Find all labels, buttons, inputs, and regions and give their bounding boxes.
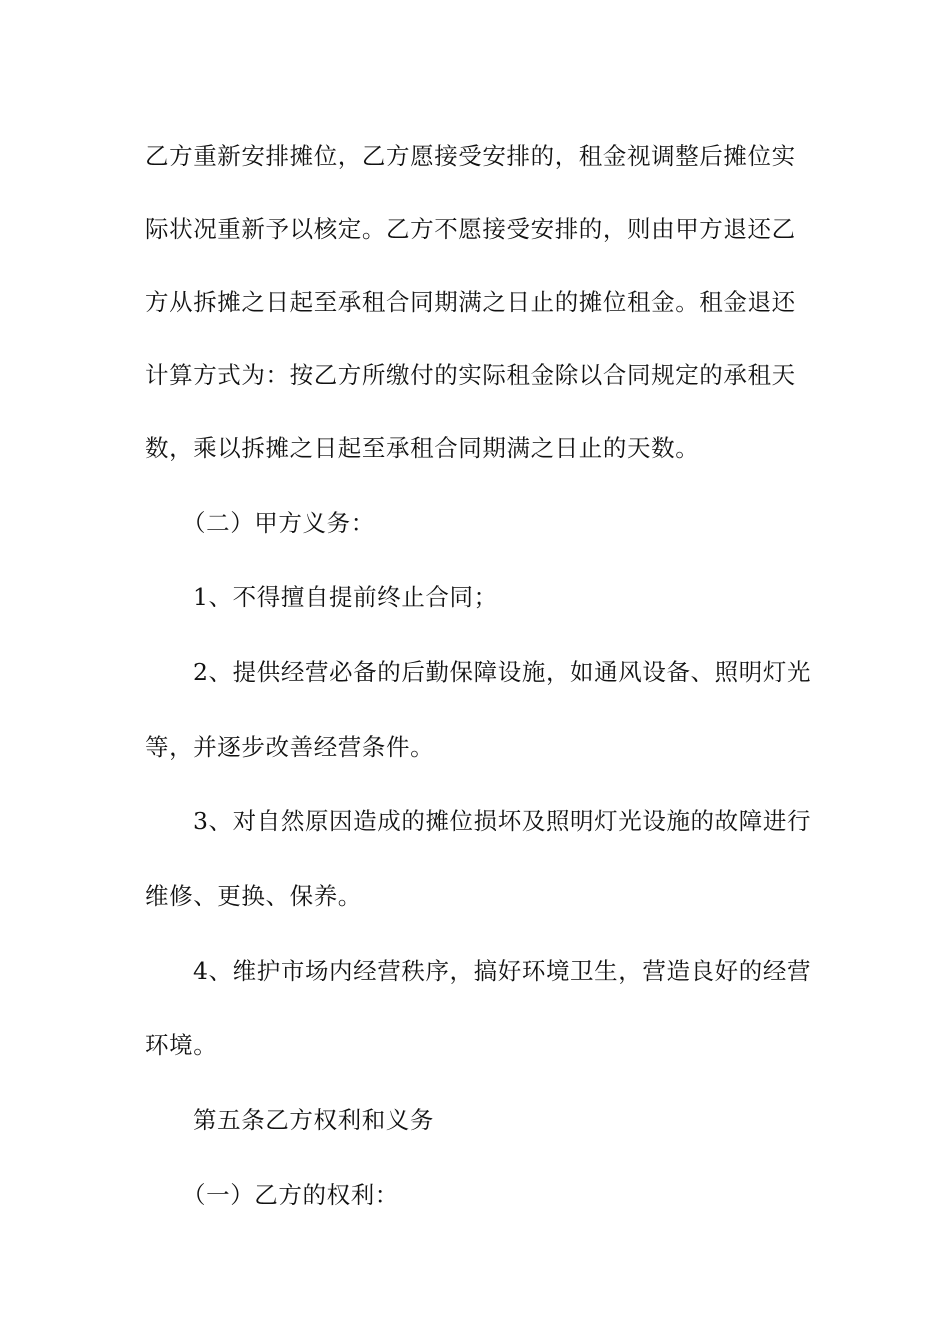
article-heading: 第五条乙方权利和义务 — [193, 1106, 434, 1134]
list-item: 1、不得擅自提前终止合同； — [193, 583, 498, 611]
list-item: 2、提供经营必备的后勤保障设施，如通风设备、照明灯光 — [193, 658, 812, 686]
section-heading-party-b-rights: （一）乙方的权利： — [182, 1181, 399, 1209]
paragraph-line: 际状况重新予以核定。乙方不愿接受安排的，则由甲方退还乙 — [145, 215, 796, 243]
paragraph-line: 乙方重新安排摊位，乙方愿接受安排的，租金视调整后摊位实 — [145, 142, 796, 170]
list-item: 4、维护市场内经营秩序，搞好环境卫生，营造良好的经营 — [193, 957, 812, 985]
list-item: 3、对自然原因造成的摊位损坏及照明灯光设施的故障进行 — [193, 807, 812, 835]
paragraph-line: 数，乘以拆摊之日起至承租合同期满之日止的天数。 — [145, 434, 700, 462]
paragraph-line: 计算方式为：按乙方所缴付的实际租金除以合同规定的承租天 — [145, 361, 796, 389]
list-item-continuation: 维修、更换、保养。 — [145, 882, 362, 910]
list-item-continuation: 等，并逐步改善经营条件。 — [145, 733, 435, 761]
paragraph-line: 方从拆摊之日起至承租合同期满之日止的摊位租金。租金退还 — [145, 288, 796, 316]
section-heading-party-a-obligations: （二）甲方义务： — [182, 509, 375, 537]
list-item-continuation: 环境。 — [145, 1031, 218, 1059]
